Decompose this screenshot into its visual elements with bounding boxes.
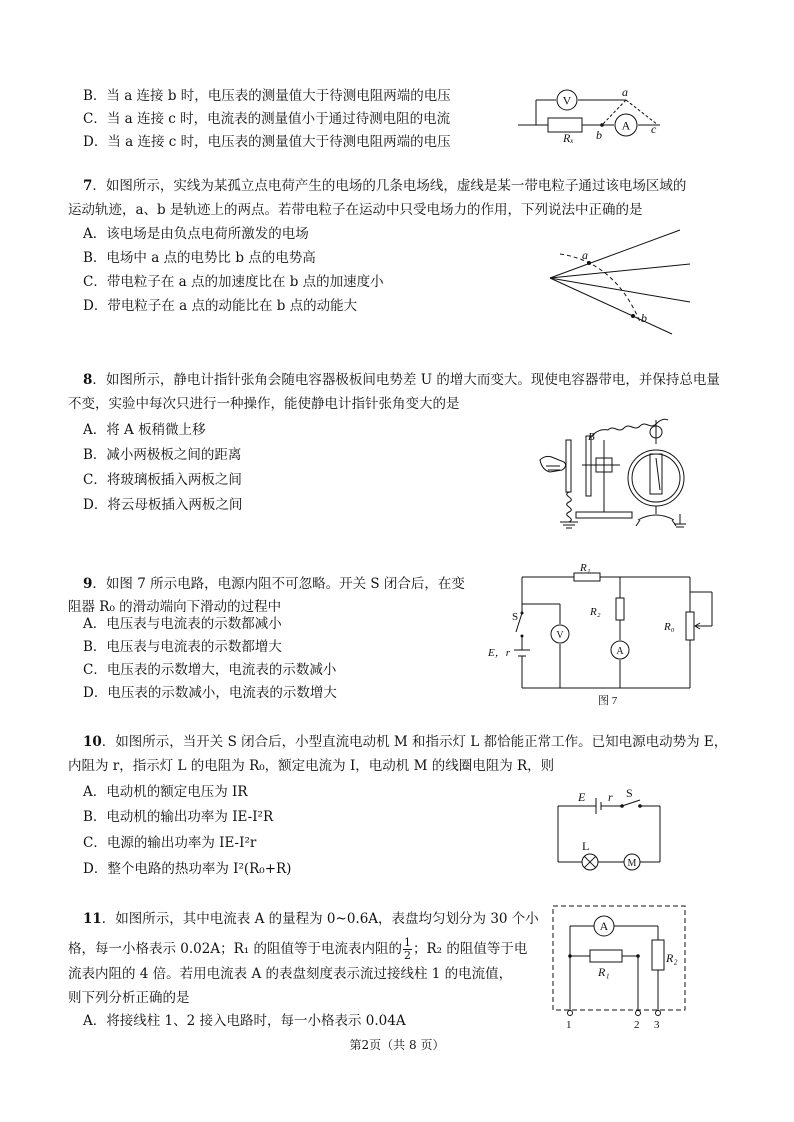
q6-option-d: D．当 a 连接 c 时，电压表的测量值大于待测电阻两端的电压 — [83, 134, 451, 150]
q11-stem-line4: 则下列分析正确的是 — [68, 990, 190, 1006]
q9-fig-er: E，r — [488, 647, 510, 659]
q7-stem1: ．如图所示，实线为某孤立点电荷产生的电场的几条电场线，虚线是某一带电粒子通过该电场区域的 — [92, 178, 687, 194]
q10-fig-r: r — [608, 790, 613, 804]
q11-fig-r2: R₂ — [666, 951, 678, 965]
q6-fig-a-point: a — [622, 85, 628, 99]
q11-option-a: A．将接线柱 1、2 接入电路时，每一小格表示 0.04A — [83, 1013, 406, 1029]
q10-stem1: ．如图所示，当开关 S 闭合后，小型直流电动机 M 和指示灯 L 都恰能正常工作。已知电源电动势为 E， — [101, 734, 728, 750]
q9-figure-caption: 图 7 — [598, 695, 618, 707]
terminal-3-icon — [656, 1011, 661, 1016]
q11-stem2a: 格，每一小格表示 0.02A；R₁ 的阻值等于电流表内阻的 — [68, 941, 402, 957]
q8-stem-line2: 不变，实验中每次只进行一种操作，能使静电计指针张角变大的是 — [68, 396, 460, 412]
q6-fig-b-point: b — [596, 128, 602, 142]
q11-number: 11 — [83, 911, 102, 927]
fraction-numerator: 1 — [403, 936, 411, 949]
q7-option-d: D．带电粒子在 a 点的动能比在 b 点的动能大 — [83, 298, 358, 314]
q9-option-d: D．电压表的示数减小，电流表的示数增大 — [83, 685, 337, 701]
q7-stem-line2: 运动轨迹，a、b 是轨迹上的两点。若带电粒子在运动中只受电场力的作用，下列说法中正确的是 — [68, 202, 643, 218]
q10-fig-m: M — [627, 858, 637, 869]
terminal-2-icon — [636, 1011, 641, 1016]
q9-fig-v: V — [556, 630, 564, 641]
q8-fig-b: B — [588, 431, 595, 443]
q11-fig-r1: R₁ — [598, 965, 610, 979]
q10-option-d: D．整个电路的热功率为 I²(R₀+R) — [83, 861, 292, 877]
q11-fig-terminal-1: 1 — [566, 1019, 572, 1031]
q11-stem2b: ；R₂ 的阻值等于电 — [412, 941, 528, 957]
q10-fig-s: S — [626, 786, 633, 800]
q10-option-b: B．电动机的输出功率为 IE-I²R — [83, 809, 274, 825]
q8-stem1: ．如图所示，静电计指针张角会随电容器极板间电势差 U 的增大而变大。现使电容器带电，并保持总电量 — [92, 372, 720, 388]
q8-option-b: B．减小两极板之间的距离 — [83, 447, 242, 463]
q10-stem-line2: 内阻为 r，指示灯 L 的电阻为 R₀，额定电流为 I，电动机 M 的线圈电阻为 R，则 — [68, 758, 555, 774]
fraction-denominator: 2 — [403, 949, 411, 962]
q10-number: 10 — [83, 734, 102, 750]
q6-fig-c-point: c — [651, 122, 657, 136]
q11-fig-terminal-3: 3 — [654, 1019, 660, 1031]
q9-number: 9 — [83, 576, 93, 592]
q10-option-a: A．电动机的额定电压为 IR — [83, 784, 248, 800]
q6-option-c: C．当 a 连接 c 时，电流表的测量值小于通过待测电阻的电流 — [83, 111, 451, 127]
q10-fig-l: L — [582, 839, 590, 853]
q11-stem-line3: 流表内阻的 4 倍。若用电流表 A 的表盘刻度表示流过接线柱 1 的电流值， — [68, 966, 513, 982]
q7-number: 7 — [83, 178, 93, 194]
q7-option-c: C．带电粒子在 a 点的加速度比在 b 点的加速度小 — [83, 274, 384, 290]
q8-option-c: C．将玻璃板插入两板之间 — [83, 472, 242, 488]
q9-stem-line2: 阻器 R₀ 的滑动端向下滑动的过程中 — [68, 599, 282, 615]
q9-fig-r2: R₂ — [590, 606, 601, 618]
q9-stem1: ．如图 7 所示电路，电源内阻不可忽略。开关 S 闭合后，在变 — [92, 576, 465, 592]
q6-option-b: B．当 a 连接 b 时，电压表的测量值大于待测电阻两端的电压 — [83, 88, 451, 104]
q9-fig-r0: R₀ — [664, 621, 675, 633]
q9-fig-r1: R₁ — [580, 562, 591, 574]
q8-option-a: A．将 A 板稍微上移 — [83, 422, 206, 438]
q9-option-b: B．电压表与电流表的示数都增大 — [83, 639, 282, 655]
q11-fig-terminal-2: 2 — [634, 1019, 640, 1031]
q7-option-b: B．电场中 a 点的电势比 b 点的电势高 — [83, 250, 316, 266]
q8-number: 8 — [83, 372, 93, 388]
q9-fig-s: S — [512, 611, 519, 623]
q7-option-a: A．该电场是由负点电荷所激发的电场 — [83, 226, 309, 242]
q6-fig-v: V — [562, 93, 572, 108]
q6-fig-a: A — [621, 118, 631, 133]
terminal-1-icon — [568, 1011, 573, 1016]
q9-fig-a: A — [616, 646, 624, 657]
q11-stem1: ．如图所示，其中电流表 A 的量程为 0~0.6A，表盘均匀划分为 30 个小 — [101, 911, 539, 927]
q9-option-a: A．电压表与电流表的示数都减小 — [83, 616, 282, 632]
q7-fig-a: a — [582, 248, 588, 262]
q9-option-c: C．电压表的示数增大，电流表的示数减小 — [83, 662, 337, 678]
q8-option-d: D．将云母板插入两板之间 — [83, 497, 243, 513]
q10-fig-e: E — [578, 790, 586, 804]
q7-fig-b: b — [641, 311, 647, 325]
q11-fig-a: A — [599, 919, 609, 933]
q10-option-c: C．电源的输出功率为 IE-I²r — [83, 835, 257, 851]
page-footer: 第2页（共 8 页） — [349, 1038, 445, 1052]
q6-fig-rx: Rₓ — [563, 131, 574, 145]
